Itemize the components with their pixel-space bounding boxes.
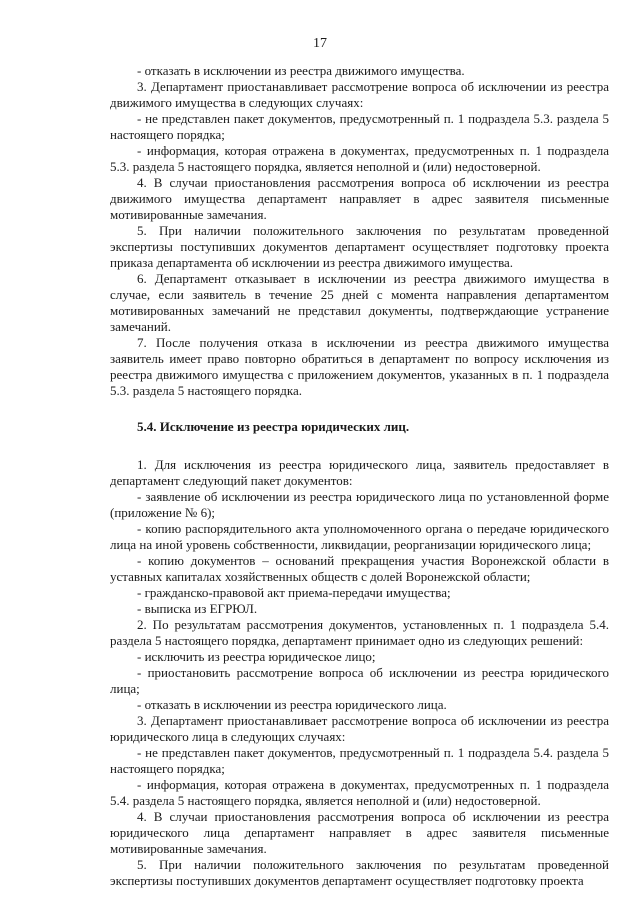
paragraph: - гражданско-правовой акт приема-передачи имущества; (137, 585, 451, 600)
paragraph: 3. Департамент приостанавливает рассмотрение вопроса об исключении из реестра движимого имущества в следующих случаях: (110, 79, 609, 110)
page-number: 17 (313, 36, 327, 51)
paragraph: - исключить из реестра юридическое лицо; (137, 649, 376, 664)
paragraph: - не представлен пакет документов, предусмотренный п. 1 подраздела 5.4. раздела 5 настоящего порядка; (110, 745, 609, 776)
paragraph: - выписка из ЕГРЮЛ. (137, 601, 258, 616)
paragraph: 7. После получения отказа в исключении из реестра движимого имущества заявитель имеет право повторно обратиться в департамент по вопросу исключения из реестра движимого имущества с приложением документов, указанных в п. 1 подраздела 5.3. раздела 5 настоящего порядка. (110, 335, 609, 398)
paragraph: 2. По результатам рассмотрения документов, установленных п. 1 подраздела 5.4. раздела 5 настоящего порядка, департамент принимает одно из следующих решений: (110, 617, 609, 648)
paragraph: - копию документов – оснований прекращения участия Воронежской области в уставных капиталах хозяйственных обществ с долей Воронежской области; (110, 553, 609, 584)
page-body (110, 63, 609, 889)
paragraph: 4. В случаи приостановления рассмотрения вопроса об исключении из реестра движимого имущества департамент направляет в адрес заявителя письменные мотивированные замечания. (110, 175, 609, 222)
paragraph: 1. Для исключения из реестра юридического лица, заявитель предоставляет в департамент следующий пакет документов: (110, 457, 609, 488)
paragraph: 6. Департамент отказывает в исключении из реестра движимого имущества в случае, если заявитель в течение 25 дней с момента направления департаментом мотивированных замечаний не представил документы, подтверждающие устранение замечаний. (110, 271, 609, 334)
spacer (110, 399, 609, 419)
paragraph: 5. При наличии положительного заключения по результатам проведенной экспертизы поступивших документов департамент осуществляет подготовку проекта (110, 857, 609, 888)
paragraph: - заявление об исключении из реестра юридического лица по установленной форме (приложение № 6); (110, 489, 609, 520)
paragraph: - информация, которая отражена в документах, предусмотренных п. 1 подраздела 5.3. раздела 5 настоящего порядка, является неполной и (или) недостоверной. (110, 143, 609, 174)
paragraph: - не представлен пакет документов, предусмотренный п. 1 подраздела 5.3. раздела 5 настоящего порядка; (110, 111, 609, 142)
paragraph: - приостановить рассмотрение вопроса об исключении из реестра юридического лица; (110, 665, 609, 696)
paragraph: - отказать в исключении из реестра юридического лица. (137, 697, 447, 712)
paragraph: - информация, которая отражена в документах, предусмотренных п. 1 подраздела 5.4. раздела 5 настоящего порядка, является неполной и (или) недостоверной. (110, 777, 609, 808)
paragraph: 5. При наличии положительного заключения по результатам проведенной экспертизы поступивших документов департамент осуществляет подготовку проекта приказа департамента об исключении из реестра движимого имущества. (110, 223, 609, 270)
paragraph: 3. Департамент приостанавливает рассмотрение вопроса об исключении из реестра юридического лица в следующих случаях: (110, 713, 609, 744)
paragraph: - копию распорядительного акта уполномоченного органа о передаче юридического лица на иной уровень собственности, ликвидации, реорганизации юридического лица; (110, 521, 609, 552)
paragraph: - отказать в исключении из реестра движимого имущества. (137, 63, 465, 78)
paragraph: 4. В случаи приостановления рассмотрения вопроса об исключении из реестра юридического лица департамент направляет в адрес заявителя письменные мотивированные замечания. (110, 809, 609, 856)
spacer (110, 435, 609, 457)
section-heading: 5.4. Исключение из реестра юридических лиц. (137, 419, 410, 434)
